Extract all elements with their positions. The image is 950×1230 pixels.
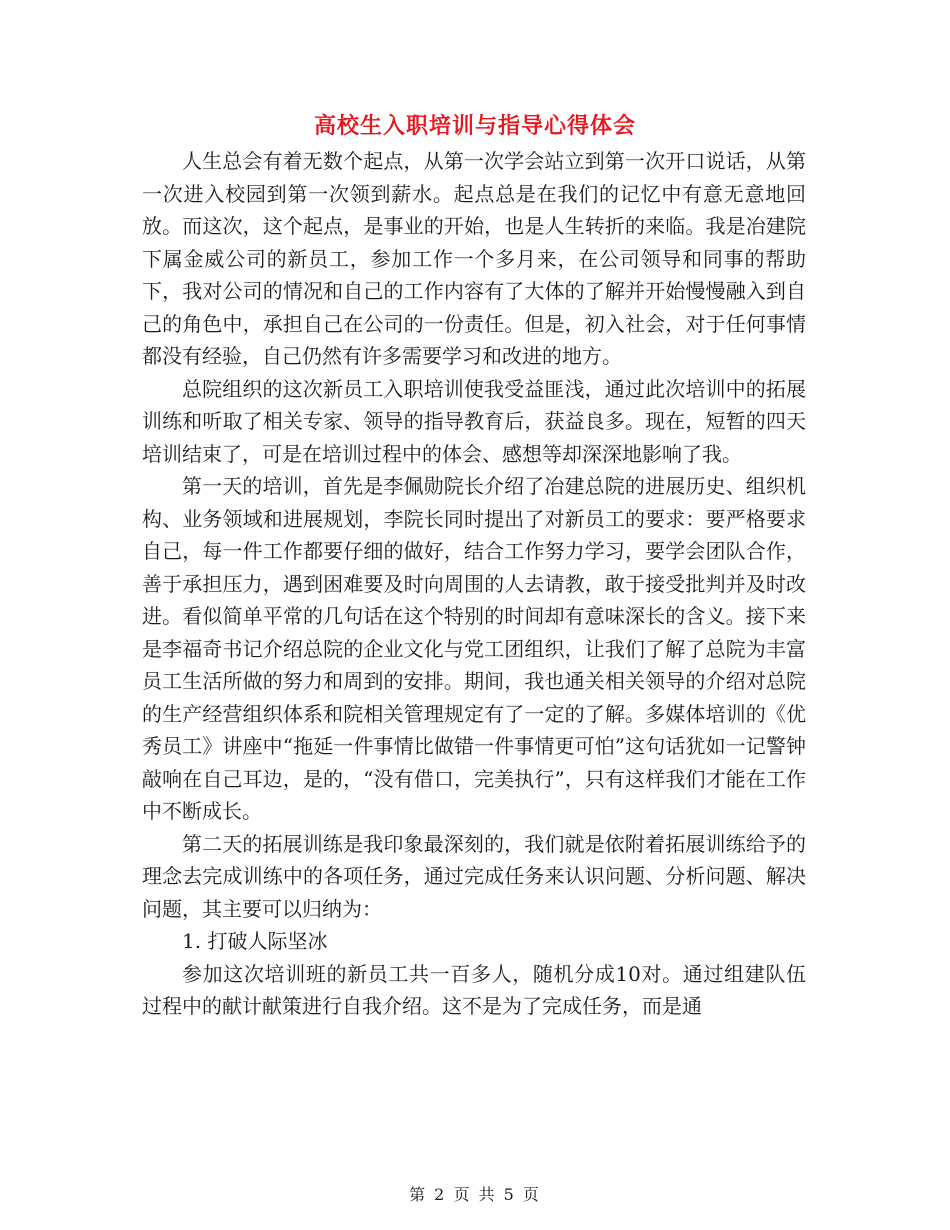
list-item-heading: 1. 打破人际坚冰 (182, 929, 328, 953)
paragraph-team-building: 参加这次培训班的新员工共一百多人，随机分成10对。通过组建队伍过程中的献计献策进行自我介绍。这不是为了完成任务，而是通 (142, 961, 806, 1018)
document-title: 高校生入职培训与指导心得体会 (313, 113, 636, 139)
paragraph-day-two: 第二天的拓展训练是我印象最深刻的，我们就是依附着拓展训练给予的理念去完成训练中的各项任务，通过完成任务来认识问题、分析问题、解决问题，其主要可以归纳为： (142, 831, 806, 921)
document-body (142, 145, 806, 1023)
page-number-footer: 第 2 页 共 5 页 (409, 1185, 541, 1204)
paragraph-intro: 人生总会有着无数个起点，从第一次学会站立到第一次开口说话，从第一次进入校园到第一次领到薪水。起点总是在我们的记忆中有意无意地回放。而这次，这个起点，是事业的开始，也是人生转折的来临。我是冶建院下属金威公司的新员工，参加工作一个多月来，在公司领导和同事的帮助下，我对公司的情况和自己的工作内容有了大体的了解并开始慢慢融入到自己的角色中，承担自己在公司的一份责任。但是，初入社会，对于任何事情都没有经验，自己仍然有许多需要学习和改进的地方。 (142, 149, 806, 368)
paragraph-day-one: 第一天的培训，首先是李佩勋院长介绍了冶建总院的进展历史、组织机构、业务领域和进展规划，李院长同时提出了对新员工的要求：要严格要求自己，每一件工作都要仔细的做好，结合工作努力学习，要学会团队合作，善于承担压力，遇到困难要及时向周围的人去请教，敢于接受批判并及时改进。看似简单平常的几句话在这个特别的时间却有意味深长的含义。接下来是李福奇书记介绍总院的企业文化与党工团组织，让我们了解了总院为丰富员工生活所做的努力和周到的安排。期间，我也通关相关领导的介绍对总院的生产经营组织体系和院相关管理规定有了一定的了解。多媒体培训的《优秀员工》讲座中“拖延一件事情比做错一件事情更可怕”这句话犹如一记警钟敲响在自己耳边，是的，“没有借口，完美执行”，只有这样我们才能在工作中不断成长。 (142, 474, 806, 823)
paragraph-training-summary: 总院组织的这次新员工入职培训使我受益匪浅，通过此次培训中的拓展训练和听取了相关专家、领导的指导教育后，获益良多。现在，短暂的四天培训结束了，可是在培训过程中的体会、感想等却深深地影响了我。 (142, 376, 806, 466)
